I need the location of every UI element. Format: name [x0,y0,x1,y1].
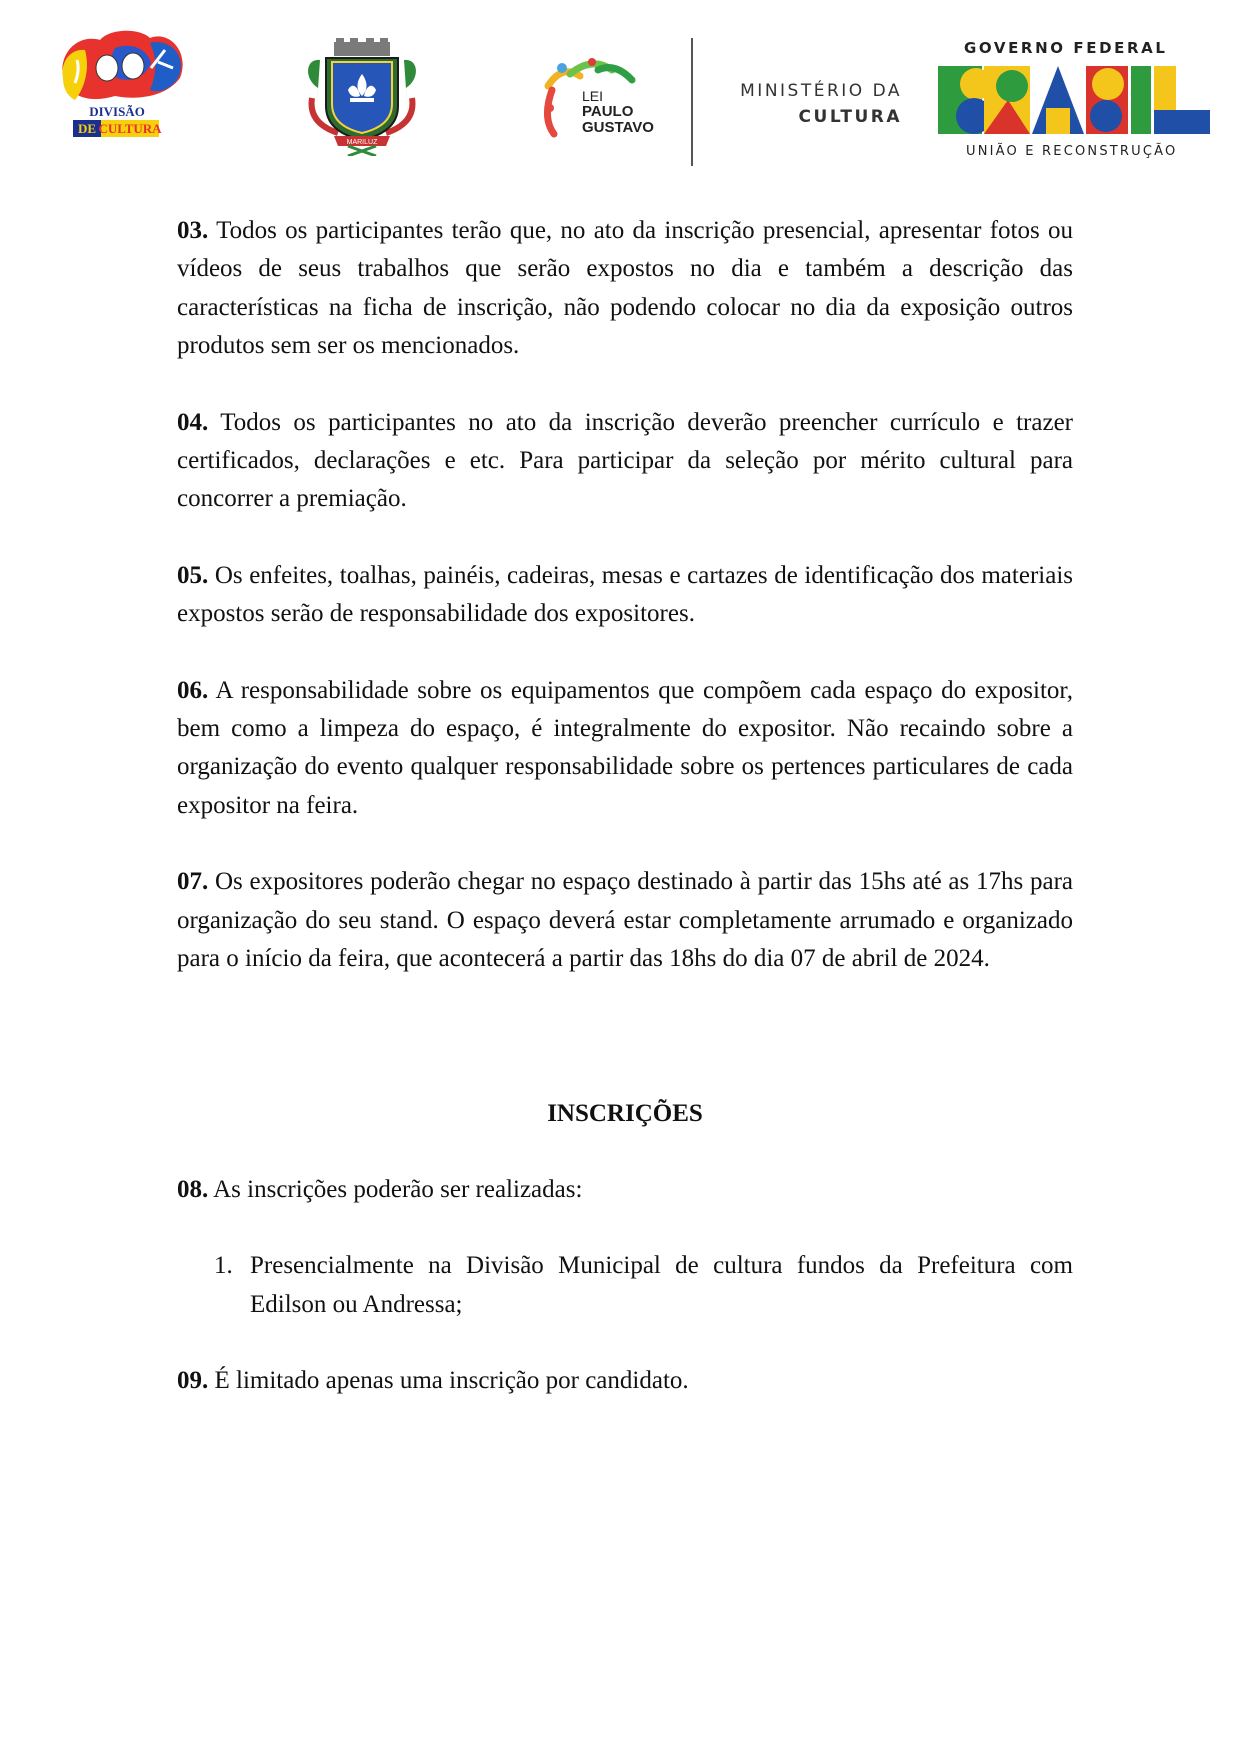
paragraph-text: Todos os participantes no ato da inscrição deverão preencher currículo e trazer certificados, declarações e etc. Para participar da seleção por mérito cultural para concorrer a premiação. [177,408,1073,513]
paragraph-08 [177,1171,1073,1209]
paragraph-number: 04. [177,408,209,436]
paragraph-text: É limitado apenas uma inscrição por candidato. [208,1367,689,1395]
paragraph-number: 03. [177,217,209,244]
paragraph-04 [177,404,1073,519]
paragraph-03 [177,212,1073,366]
paragraph-text: As inscrições poderão ser realizadas: [208,1175,583,1203]
section-title: INSCRIÇÕES [547,1099,703,1127]
divisao-de-cultura-logo [55,28,190,148]
municipal-coat-of-arms-logo [298,38,426,156]
list-item-text: Presencialmente na Divisão Municipal de cultura fundos da Prefeitura com Edilson ou Andressa; [250,1252,1073,1318]
document-header [0,0,1241,190]
lpg-paulo-text: PAULO [582,103,634,120]
list-item [177,1247,1073,1324]
lpg-lei-text: LEI [582,88,604,104]
lei-paulo-gustavo-logo [540,58,675,148]
list-item-number: 1. [214,1252,233,1280]
lpg-gustavo-text: GUSTAVO [582,119,654,136]
governo-federal-text: GOVERNO FEDERAL [964,39,1168,57]
paragraph-number: 08. [177,1175,209,1203]
divisao-logo-line1: DIVISÃO [89,104,145,119]
paragraph-text: Os expositores poderão chegar no espaço destinado à partir das 15hs até as 17hs para organização do seu stand. O espaço deverá estar completamente arrumado e organizado para o início da feira, que acontecerá a partir das 18hs do dia 07 de abril de 2024. [177,868,1073,973]
paragraph-text: A responsabilidade sobre os equipamentos que compõem cada espaço do expositor, bem como a limpeza do espaço, é integralmente do expositor. Não recaindo sobre a organização do evento qualquer responsabilidade sobre os pertences particulares de cada expositor na feira. [177,676,1073,819]
paragraph-text: Os enfeites, toalhas, painéis, cadeiras, mesas e cartazes de identificação dos materiais expostos serão de responsabilidade dos expositores. [177,561,1073,628]
paragraph-09 [177,1362,1073,1400]
brasao-ribbon-text: MARILUZ [346,139,378,146]
divisao-logo-cultura: CULTURA [98,121,162,136]
paragraph-number: 07. [177,868,209,896]
brasil-wordmark [938,64,1212,138]
uniao-e-reconstrucao-text: UNIÃO E RECONSTRUÇÃO [966,144,1178,159]
minc-line1: MINISTÉRIO DA [740,81,902,101]
paragraph-05 [177,557,1073,634]
paragraph-number: 06. [177,676,209,704]
paragraph-text: Todos os participantes terão que, no ato da inscrição presencial, apresentar fotos ou vídeos de seus trabalhos que serão expostos no dia e também a descrição das características na ficha de inscrição, não podendo colocar no dia da exposição outros produtos sem ser os mencionados. [177,217,1073,360]
paragraph-06 [177,672,1073,826]
paragraph-07 [177,863,1073,978]
minc-line2: CULTURA [798,107,902,127]
paragraph-number: 05. [177,561,209,589]
governo-federal-logo [938,38,1218,168]
header-divider [691,38,693,166]
registration-options-list [177,1247,1073,1324]
divisao-logo-de: DE [77,121,97,136]
paragraph-number: 09. [177,1367,209,1395]
ministerio-da-cultura-logo [720,78,902,130]
document-body [177,212,1073,1439]
